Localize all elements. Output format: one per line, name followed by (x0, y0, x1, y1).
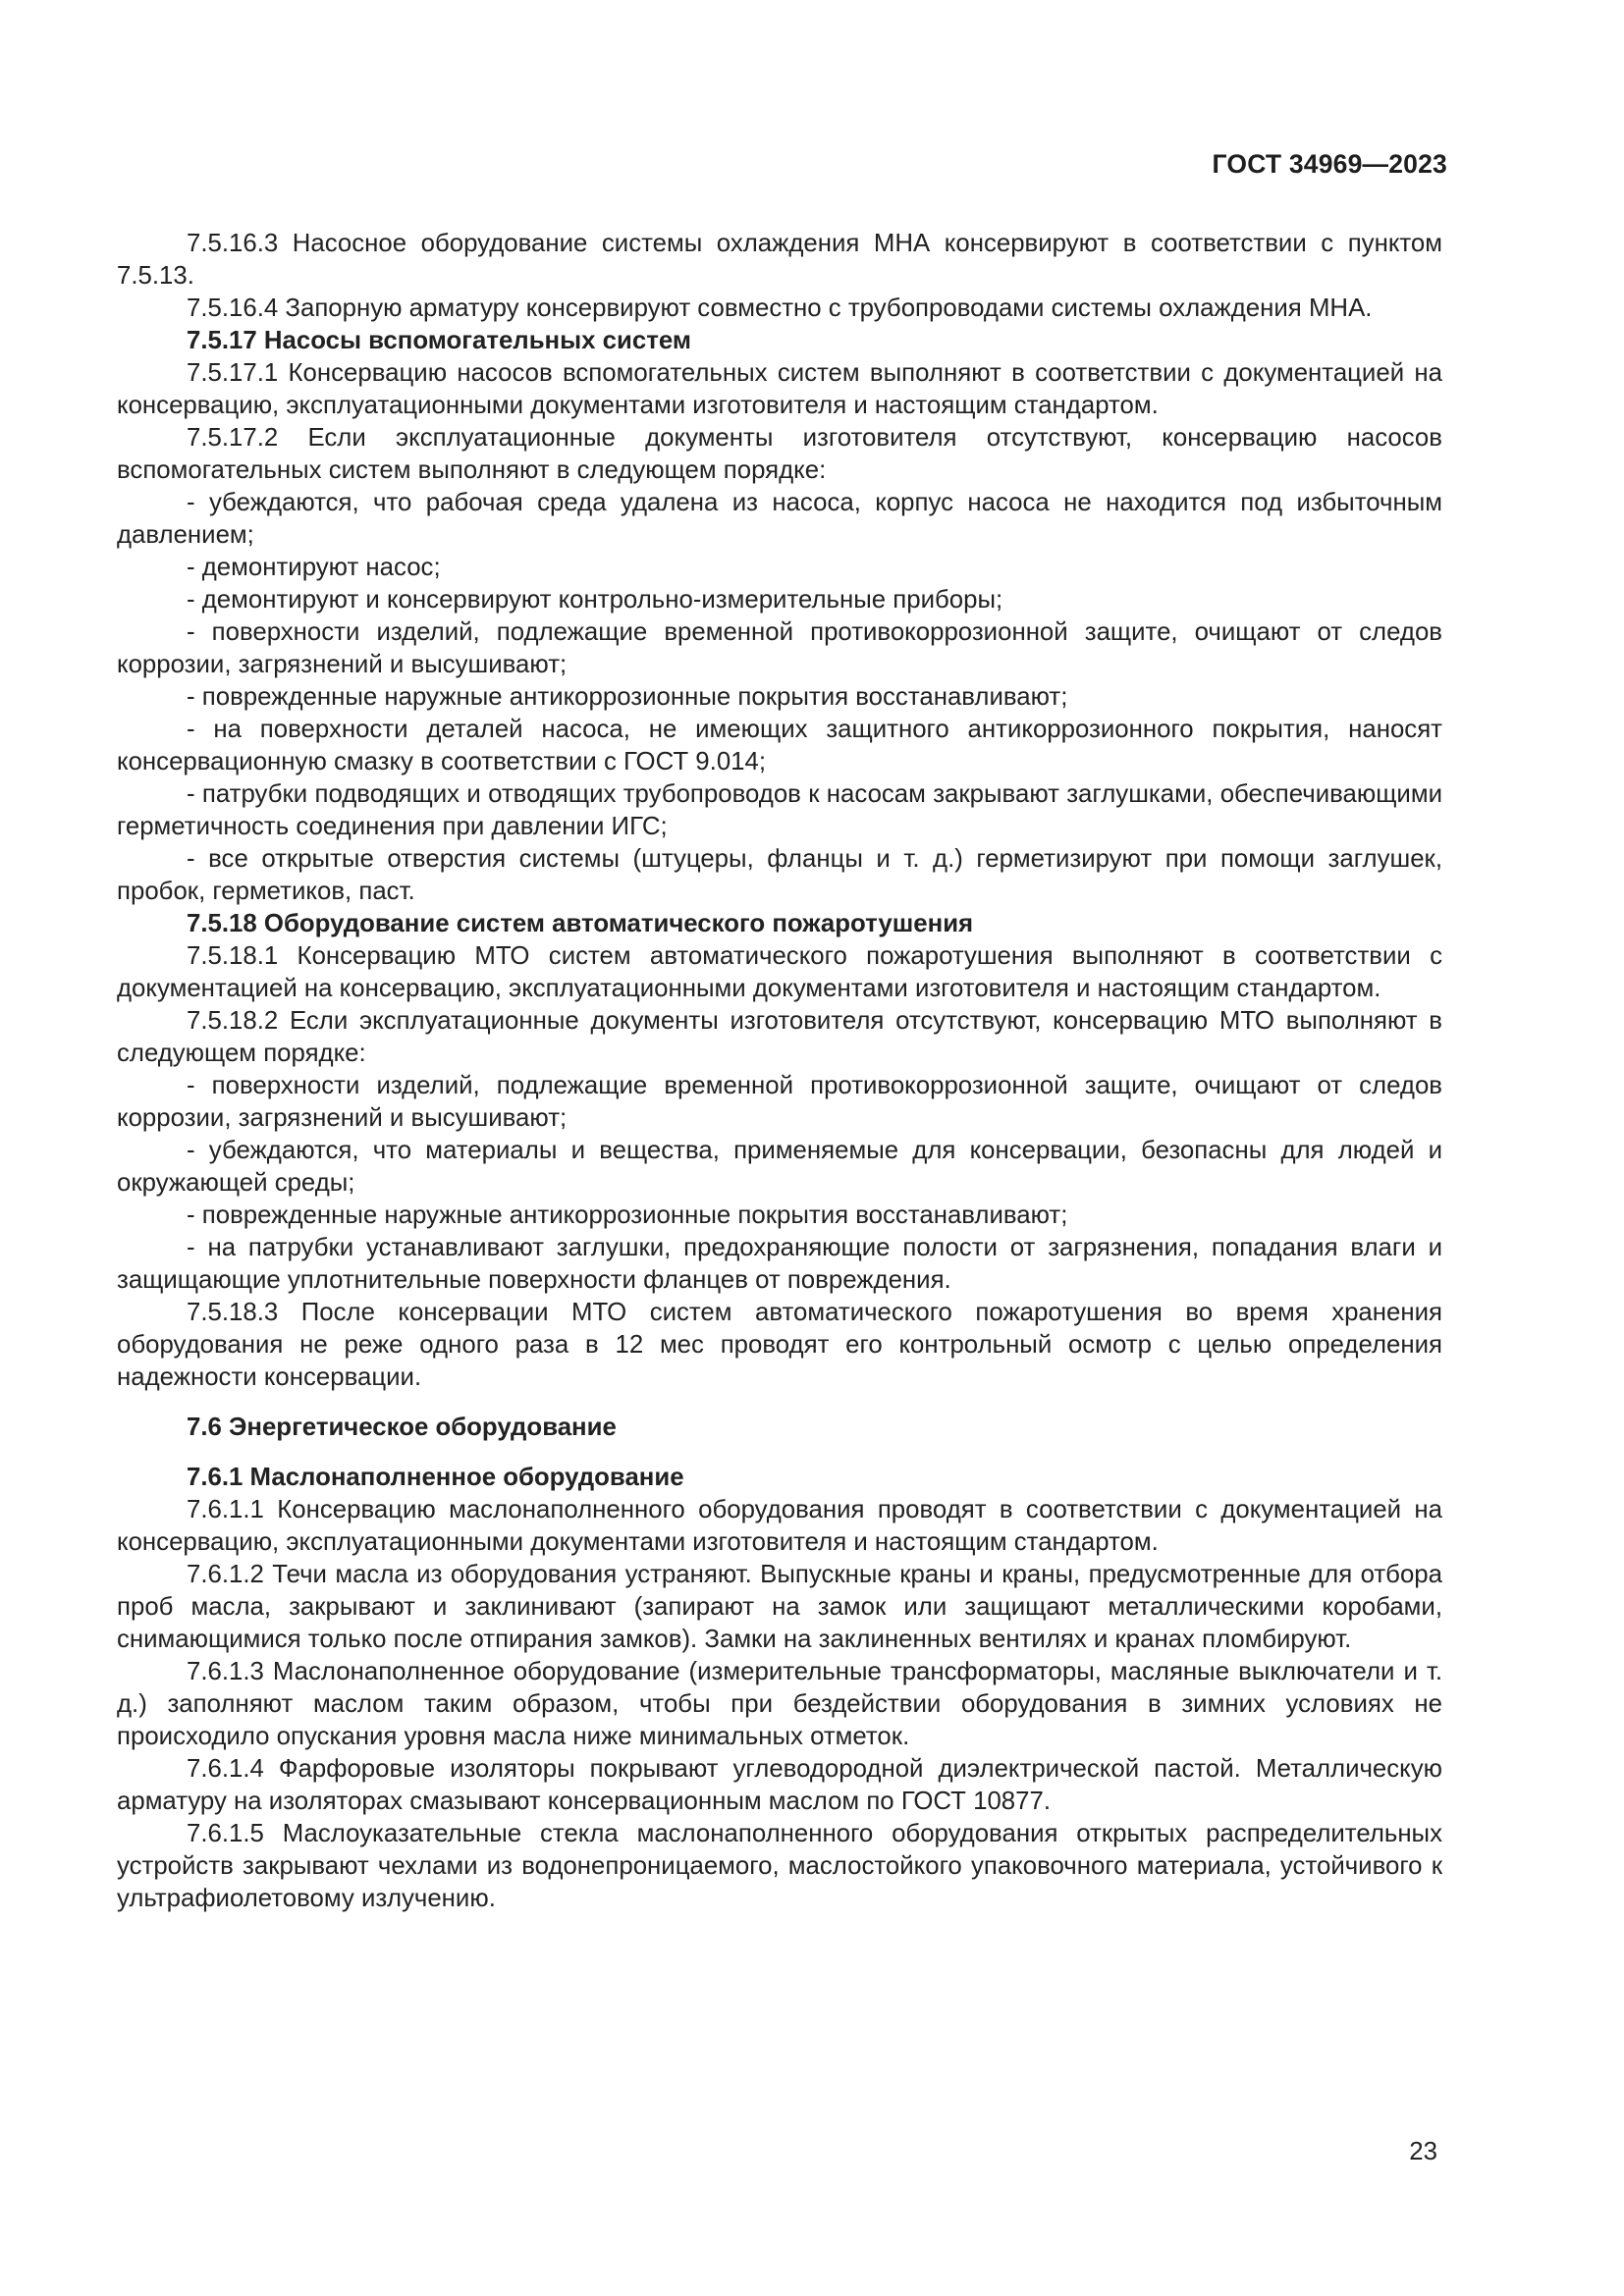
paragraph-7-5-18-1: 7.5.18.1 Консервацию МТО систем автоматического пожаротушения выполняют в соответствии с документацией на консервацию, эксплуатационными документами изготовителя и настоящим стандартом. (117, 942, 1442, 1002)
list-item: - поврежденные наружные антикоррозионные покрытия восстанавливают; (187, 1201, 1068, 1229)
list-item: - все открытые отверстия системы (штуцеры, фланцы и т. д.) герметизируют при помощи заглушек, пробок, герметиков, паст. (117, 845, 1442, 905)
section-heading-7-5-18: 7.5.18 Оборудование систем автоматического пожаротушения (187, 910, 974, 937)
paragraph-7-6-1-1: 7.6.1.1 Консервацию маслонаполненного оборудования проводят в соответствии с документацией на консервацию, эксплуатационными документами изготовителя и настоящим стандартом. (117, 1496, 1442, 1556)
section-heading-7-6-1: 7.6.1 Маслонаполненное оборудование (187, 1464, 684, 1491)
paragraph-7-5-16-3: 7.5.16.3 Насосное оборудование системы охлаждения МНА консервируют в соответствии с пунктом 7.5.13. (117, 230, 1442, 290)
list-item: - на поверхности деталей насоса, не имеющих защитного антикоррозионного покрытия, наносят консервационную смазку в соответствии с ГОСТ 9.014; (117, 716, 1442, 775)
list-item: - поверхности изделий, подлежащие временной противокоррозионной защите, очищают от следов коррозии, загрязнений и высушивают; (117, 618, 1442, 678)
section-heading-7-6: 7.6 Энергетическое оборудование (187, 1414, 617, 1441)
list-item: - патрубки подводящих и отводящих трубопроводов к насосам закрывают заглушками, обеспечивающими герметичность соединения при давлении ИГС; (117, 780, 1442, 840)
document-body (117, 228, 1442, 1915)
paragraph-7-6-1-2: 7.6.1.2 Течи масла из оборудования устраняют. Выпускные краны и краны, предусмотренные для отбора проб масла, закрывают и заклинивают (запирают на замок или защищают металлическими коробами, снимающимися только после отпирания замков). Замки на заклиненных вентилях и кранах пломбируют. (117, 1561, 1442, 1653)
paragraph-7-5-18-3: 7.5.18.3 После консервации МТО систем автоматического пожаротушения во время хранения оборудования не реже одного раза в 12 мес проводят его контрольный осмотр с целью определения надежности консервации. (117, 1299, 1442, 1391)
paragraph-7-5-18-2: 7.5.18.2 Если эксплуатационные документы изготовителя отсутствуют, консервацию МТО выполняют в следующем порядке: (117, 1007, 1442, 1067)
list-item: - убеждаются, что материалы и вещества, применяемые для консервации, безопасны для людей и окружающей среды; (117, 1137, 1442, 1197)
page-number: 23 (1409, 2138, 1437, 2165)
paragraph-7-6-1-3: 7.6.1.3 Маслонаполненное оборудование (измерительные трансформаторы, масляные выключатели и т. д.) заполняют маслом таким образом, чтобы при бездействии оборудования в зимних условиях не происходило опускания уровня масла ниже минимальных отметок. (117, 1658, 1442, 1750)
section-heading-7-5-17: 7.5.17 Насосы вспомогательных систем (187, 327, 691, 354)
paragraph-7-6-1-5: 7.6.1.5 Маслоуказательные стекла маслонаполненного оборудования открытых распределительных устройств закрывают чехлами из водонепроницаемого, маслостойкого упаковочного материала, устойчивого к ультрафиолетовому излучению. (117, 1820, 1442, 1912)
paragraph-7-5-16-4: 7.5.16.4 Запорную арматуру консервируют совместно с трубопроводами системы охлаждения МНА. (187, 294, 1373, 322)
paragraph-7-5-17-1: 7.5.17.1 Консервацию насосов вспомогательных систем выполняют в соответствии с документацией на консервацию, эксплуатационными документами изготовителя и настоящим стандартом. (117, 359, 1442, 419)
list-item: - поврежденные наружные антикоррозионные покрытия восстанавливают; (187, 683, 1068, 711)
document-code: ГОСТ 34969—2023 (1212, 149, 1447, 179)
list-item: - поверхности изделий, подлежащие временной противокоррозионной защите, очищают от следов коррозии, загрязнений и высушивают; (117, 1072, 1442, 1132)
paragraph-7-6-1-4: 7.6.1.4 Фарфоровые изоляторы покрывают углеводородной диэлектрической пастой. Металлическую арматуру на изоляторах смазывают консервационным маслом по ГОСТ 10877. (117, 1755, 1442, 1815)
list-item: - убеждаются, что рабочая среда удалена из насоса, корпус насоса не находится под избыточным давлением; (117, 489, 1442, 549)
list-item: - демонтируют насос; (187, 554, 441, 581)
list-item: - демонтируют и консервируют контрольно-измерительные приборы; (187, 586, 1003, 614)
paragraph-7-5-17-2: 7.5.17.2 Если эксплуатационные документы изготовителя отсутствуют, консервацию насосов вспомогательных систем выполняют в следующем порядке: (117, 424, 1442, 484)
list-item: - на патрубки устанавливают заглушки, предохраняющие полости от загрязнения, попадания влаги и защищающие уплотнительные поверхности фланцев от повреждения. (117, 1234, 1442, 1294)
